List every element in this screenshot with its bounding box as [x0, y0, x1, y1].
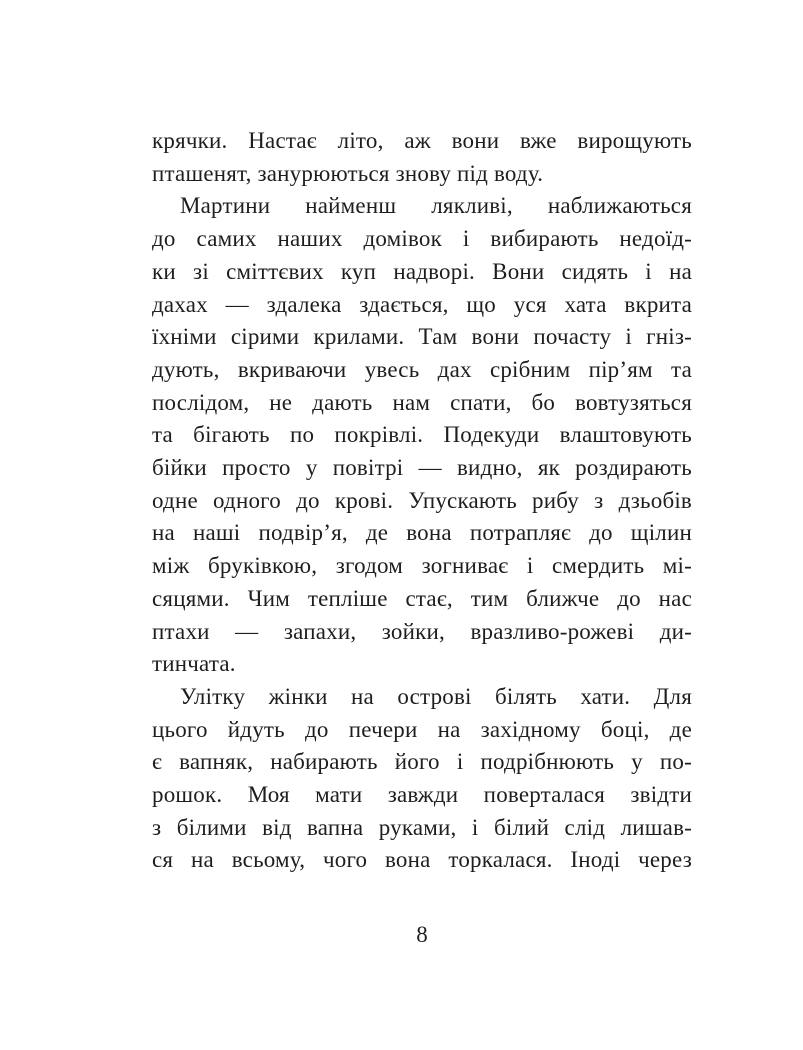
text-line: ки зі сміттєвих куп надворі. Вони сидять і на [152, 258, 692, 284]
text-line: Улітку жінки на острові білять хати. Для [180, 683, 692, 709]
text-line: є вапняк, набирають його і подрібнюють у по- [152, 749, 692, 775]
text-line: одне одного до крові. Упускають рибу з дзьобів [152, 487, 692, 513]
text-line: їхніми сірими крилами. Там вони почасту і гніз- [152, 324, 692, 350]
text-line: до самих наших домівок і вибирають недоїд- [152, 226, 692, 252]
text-line: послідом, не дають нам спати, бо вовтузяться [152, 389, 692, 415]
text-line: Мартини найменш лякливі, наближаються [180, 193, 692, 219]
text-line: пташенят, занурюються знову під воду. [152, 160, 544, 186]
text-line: крячки. Настає літо, аж вони вже вирощують [152, 128, 692, 153]
text-line: з білими від вапна руками, і білий слід лишав- [152, 814, 692, 840]
text-line: тинчата. [152, 651, 236, 677]
text-line: між бруківкою, згодом зогниває і смердить мі- [152, 553, 692, 579]
text-line: рошок. Моя мати завжди поверталася звідти [152, 782, 692, 808]
text-line: птахи — запахи, зойки, вразливо-рожеві ди- [152, 618, 692, 644]
body-text [152, 125, 692, 877]
text-line: цього йдуть до печери на західному боці, де [152, 716, 692, 742]
text-line: ся на всьому, чого вона торкалася. Іноді через [152, 847, 692, 873]
text-line: та бігають по покрівлі. Подекуди влаштовують [152, 422, 692, 448]
page-number: 8 [416, 922, 428, 947]
text-line: дахах — здалека здається, що уся хата вкрита [152, 291, 692, 317]
text-line: на наші подвір’я, де вона потрапляє до щілин [152, 520, 692, 546]
text-line: дують, вкриваючи увесь дах срібним пір’ям та [152, 356, 692, 382]
text-line: сяцями. Чим тепліше стає, тим ближче до нас [152, 585, 692, 611]
text-line: бійки просто у повітрі — видно, як роздирають [152, 455, 692, 481]
